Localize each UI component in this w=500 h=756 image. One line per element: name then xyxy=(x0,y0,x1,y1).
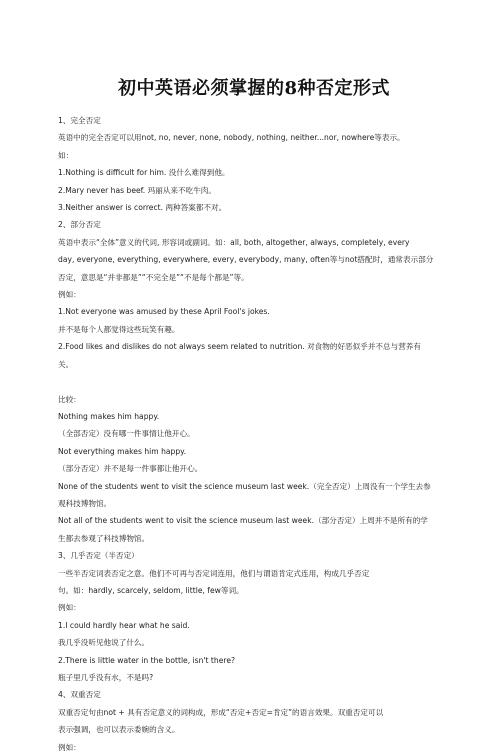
text-line: 4、双重否定 xyxy=(58,690,101,700)
text-line: （全部否定）没有哪一件事情让他开心。 xyxy=(58,429,195,439)
text-line: 3、几乎否定（半否定） xyxy=(58,551,139,561)
text-line: 否定，意思是“并非都是”“不完全是”“不是每个都是”等。 xyxy=(58,272,249,282)
text-line: （部分否定）并不是每一件事都让他开心。 xyxy=(58,464,203,474)
text-line: 英语中表示“全体”意义的代词, 形容词或副词。如：all, both, altogether, always, completely, every xyxy=(58,237,410,247)
text-line: 双重否定句由not + 具有否定意义的词构成，形成“否定+否定=肯定”的语言效果。双重否定可以 xyxy=(58,707,384,717)
text-line: 例如： xyxy=(58,742,81,752)
text-line: 1.Not everyone was amused by these April Fool's jokes. xyxy=(58,307,270,317)
text-line: 英语中的完全否定可以用not, no, never, none, nobody, nothing, neither...nor, nowhere等表示。 xyxy=(58,133,405,143)
text-line: 关。 xyxy=(58,359,74,369)
text-line: 并不是每个人都觉得这些玩笑有趣。 xyxy=(58,324,180,334)
text-line: 2.There is little water in the bottle, isn't there? xyxy=(58,655,236,665)
text-line: 3.Neither answer is correct. 两种答案都不对。 xyxy=(58,203,227,213)
text-line: Nothing makes him happy. xyxy=(58,411,160,421)
document-body xyxy=(58,112,450,756)
text-line: Not everything makes him happy. xyxy=(58,446,187,456)
blank-line xyxy=(58,373,450,390)
text-line: 句。如：hardly, scarcely, seldom, little, few等词。 xyxy=(58,585,244,595)
text-line: 2.Mary never has beef. 玛丽从来不吃牛肉。 xyxy=(58,185,216,195)
text-line: 比较： xyxy=(58,394,81,404)
text-line: None of the students went to visit the science museum last week.（完全否定）上周没有一个学生去参 xyxy=(58,481,431,491)
text-line: 我几乎没听见他说了什么。 xyxy=(58,638,150,648)
text-line: 生都去参观了科技博物馆。 xyxy=(58,533,150,543)
text-line: 如： xyxy=(58,150,74,160)
text-line: 表示强调，也可以表示委婉的含义。 xyxy=(58,725,180,735)
text-line: Not all of the students went to visit the science museum last week.（部分否定）上周并不是所有的学 xyxy=(58,516,428,526)
text-line: 2、部分否定 xyxy=(58,220,101,230)
text-line: 瓶子里几乎没有水，不是吗? xyxy=(58,673,154,682)
text-line: 一些半否定词表否定之意。他们不可再与否定词连用，他们与谓语肯定式连用，构成几乎否定 xyxy=(58,568,370,578)
text-line: 例如： xyxy=(58,603,81,613)
text-line: 2.Food likes and dislikes do not always seem related to nutrition. 对食物的好恶似乎并不总与营养有 xyxy=(58,342,421,352)
text-line: 例如： xyxy=(58,290,81,300)
text-line: 1.Nothing is difficult for him. 没什么难得到他。 xyxy=(58,168,230,178)
text-line: 1.I could hardly hear what he said. xyxy=(58,620,190,630)
document-title: 初中英语必须掌握的8种否定形式 xyxy=(117,78,391,99)
text-line: 1、完全否定 xyxy=(58,116,101,125)
text-line: 观科技博物馆。 xyxy=(58,498,112,508)
text-line: day, everyone, everything, everywhere, every, everybody, many, often等与not搭配时，通常表示部分 xyxy=(58,255,434,265)
